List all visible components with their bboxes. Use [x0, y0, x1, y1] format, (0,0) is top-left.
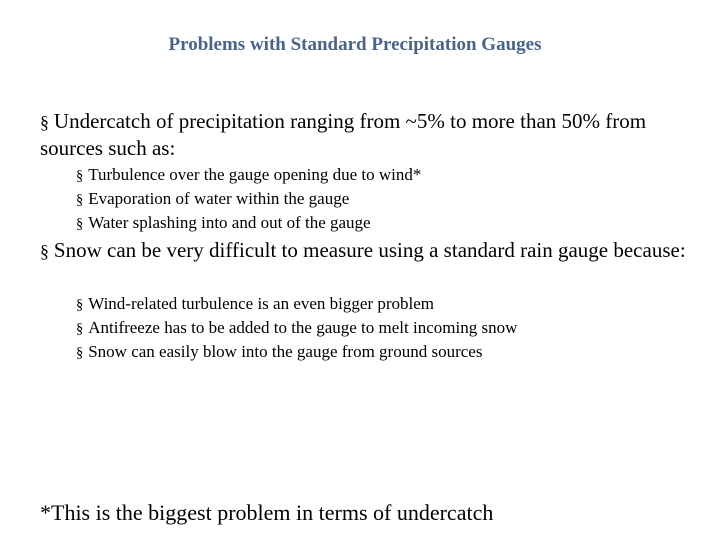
bullet-text: Undercatch of precipitation ranging from ~5% to more than 50% from sources such as:: [40, 109, 647, 160]
subbullet-text: Antifreeze has to be added to the gauge to melt incoming snow: [88, 318, 518, 337]
footnote: *This is the biggest problem in terms of undercatch: [40, 500, 494, 525]
bullet-marker: §: [76, 297, 84, 313]
bullet-marker: §: [40, 241, 49, 261]
bullet-marker: §: [76, 168, 84, 184]
bullet-text: Snow can be very difficult to measure using a standard rain gauge because:: [53, 238, 686, 262]
bullet-marker: §: [40, 112, 49, 132]
subbullet-antifreeze: [76, 316, 706, 341]
subbullet-text: Wind-related turbulence is an even bigger problem: [88, 294, 435, 313]
slide-title: Problems with Standard Precipitation Gauges: [168, 34, 542, 55]
subbullet-wind-turbulence: [76, 292, 706, 317]
subbullet-turbulence: [76, 163, 706, 188]
bullet-undercatch: [40, 108, 700, 161]
bullet-marker: §: [76, 345, 84, 361]
subbullet-splashing: [76, 211, 706, 236]
subbullet-text: Turbulence over the gauge opening due to wind*: [88, 165, 422, 184]
subbullet-text: Snow can easily blow into the gauge from ground sources: [88, 342, 483, 361]
bullet-marker: §: [76, 216, 84, 232]
bullet-snow: [40, 237, 700, 264]
bullet-marker: §: [76, 321, 84, 337]
subbullet-evaporation: [76, 187, 706, 212]
bullet-marker: §: [76, 192, 84, 208]
subbullet-blowing-snow: [76, 340, 706, 365]
subbullet-text: Evaporation of water within the gauge: [88, 189, 350, 208]
subbullet-text: Water splashing into and out of the gauge: [88, 213, 371, 232]
